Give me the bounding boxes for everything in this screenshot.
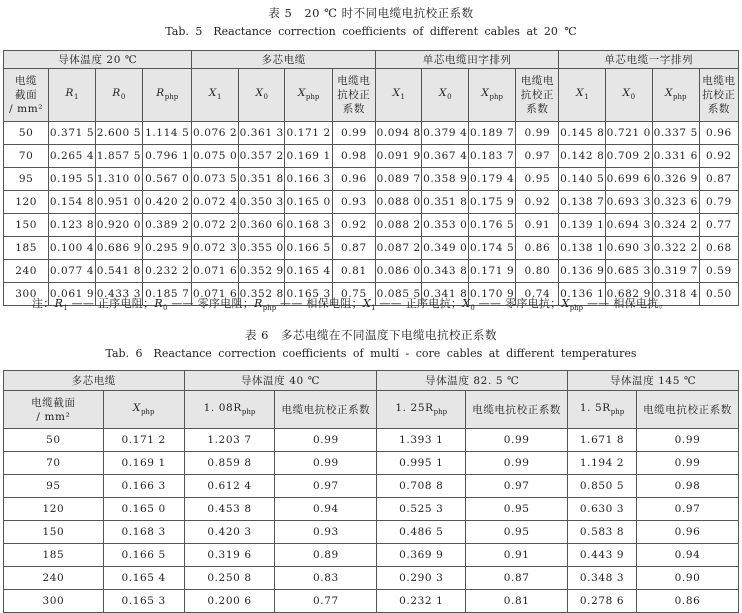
table-cell: 0.352 8: [238, 283, 285, 306]
table-cell: 0.850 5: [568, 475, 637, 498]
table6-group-header: 多芯电缆: [4, 371, 185, 391]
table-row: [4, 544, 739, 567]
table-cell: 0.98: [637, 475, 739, 498]
table-cell: 0.351 8: [238, 168, 285, 191]
col-header-section: 电缆截面 / mm²: [4, 391, 104, 429]
table-cell: 0.278 6: [568, 590, 637, 613]
table-cell: 0.165 0: [103, 498, 184, 521]
note-symbol: R: [54, 297, 64, 310]
table-cell: 0.389 2: [143, 214, 192, 237]
col-header-xphp: $X_{php}$: [469, 69, 516, 122]
table-cell: 0.87: [332, 237, 375, 260]
table-cell: 0.087 2: [375, 237, 422, 260]
table-cell: 0.87: [699, 168, 738, 191]
table-cell: 0.995 1: [377, 452, 466, 475]
note-subscript: 1: [371, 304, 376, 312]
table-cell: 0.250 8: [184, 567, 275, 590]
table-cell: 0.721 0: [606, 122, 653, 145]
table-cell: 0.295 9: [143, 237, 192, 260]
table-cell: 0.088 2: [375, 214, 422, 237]
table-cell: 0.072 2: [192, 214, 239, 237]
note-subscript: 0: [162, 304, 168, 312]
table5-body: [4, 122, 739, 306]
table-cell: 0.358 9: [422, 168, 469, 191]
table-cell: 0.351 8: [422, 191, 469, 214]
col-header-coef: 电缆电 抗校正 系数: [516, 69, 559, 122]
table-cell: 0.123 8: [49, 214, 96, 237]
table5-group-header: 单芯电缆一字排列: [559, 51, 739, 69]
table-cell: 0.073 5: [192, 168, 239, 191]
table-cell: 0.99: [466, 429, 568, 452]
table-cell: 0.076 2: [192, 122, 239, 145]
table-cell: 50: [4, 122, 49, 145]
note-symbol: X: [561, 297, 570, 310]
table-cell: 0.326 9: [652, 168, 699, 191]
table-cell: 0.371 5: [49, 122, 96, 145]
table-cell: 0.94: [637, 544, 739, 567]
table-cell: 0.175 9: [469, 191, 516, 214]
col-header-x0: $X_0$: [422, 69, 469, 122]
table-cell: 0.183 7: [469, 145, 516, 168]
table-cell: 0.420 3: [184, 521, 275, 544]
table-cell: 0.94: [275, 498, 377, 521]
table-cell: 0.168 3: [285, 214, 332, 237]
table-row: [4, 452, 739, 475]
table-cell: 0.367 4: [422, 145, 469, 168]
table-cell: 0.324 2: [652, 214, 699, 237]
table-cell: 0.071 6: [192, 283, 239, 306]
table-cell: 0.171 2: [285, 122, 332, 145]
table-cell: 0.077 4: [49, 260, 96, 283]
table-cell: 0.81: [332, 260, 375, 283]
col-header-coef: 电缆电抗校正系数: [466, 391, 568, 429]
table-cell: 0.085 5: [375, 283, 422, 306]
table5-group-header: 导体温度 20 ℃: [4, 51, 192, 69]
table-cell: 0.265 4: [49, 145, 96, 168]
table-cell: 0.145 8: [559, 122, 606, 145]
table-cell: 150: [4, 214, 49, 237]
table6-group-header: 导体温度 145 ℃: [568, 371, 739, 391]
table-cell: 0.99: [275, 429, 377, 452]
table5-note: [32, 296, 670, 316]
table-cell: 0.072 3: [192, 237, 239, 260]
col-header-coef: 电缆电 抗校正 系数: [332, 69, 375, 122]
table-cell: 0.685 3: [606, 260, 653, 283]
col-header-x1: $X_1$: [375, 69, 422, 122]
table-row: [4, 429, 739, 452]
table-cell: 0.166 3: [285, 168, 332, 191]
table-cell: 0.567 0: [143, 168, 192, 191]
table-cell: 0.97: [637, 498, 739, 521]
table-cell: 0.232 2: [143, 260, 192, 283]
table6: [3, 370, 739, 613]
table-cell: 1.114 5: [143, 122, 192, 145]
col-header-coef: 电缆电抗校正系数: [275, 391, 377, 429]
table-cell: 300: [4, 283, 49, 306]
note-text: —— 相保电抗。: [583, 297, 670, 310]
table-cell: 0.086 0: [375, 260, 422, 283]
table-cell: 0.348 3: [568, 567, 637, 590]
table-cell: 0.138 1: [559, 237, 606, 260]
table-cell: 0.171 2: [103, 429, 184, 452]
table-cell: 0.379 4: [422, 122, 469, 145]
table-cell: 0.136 9: [559, 260, 606, 283]
table-cell: 0.166 5: [285, 237, 332, 260]
table-cell: 0.77: [699, 214, 738, 237]
col-header-x1: $X_1$: [559, 69, 606, 122]
table-cell: 0.142 8: [559, 145, 606, 168]
table-cell: 0.094 8: [375, 122, 422, 145]
table-cell: 0.693 3: [606, 191, 653, 214]
table-cell: 240: [4, 260, 49, 283]
table-cell: 0.682 9: [606, 283, 653, 306]
note-symbol: R: [254, 297, 263, 310]
table-cell: 0.179 4: [469, 168, 516, 191]
table6-group-header: 导体温度 40 ℃: [184, 371, 377, 391]
table-cell: 0.169 1: [285, 145, 332, 168]
table-cell: 0.453 8: [184, 498, 275, 521]
table-cell: 0.343 8: [422, 260, 469, 283]
table-cell: 0.95: [516, 168, 559, 191]
table-cell: 0.80: [516, 260, 559, 283]
note-symbol: X: [362, 297, 372, 310]
table-cell: 0.331 6: [652, 145, 699, 168]
table-cell: 0.96: [699, 122, 738, 145]
table-cell: 0.92: [332, 214, 375, 237]
col-header-r40: 1. $08R_{php}$: [184, 391, 275, 429]
col-header-x0: $X_0$: [606, 69, 653, 122]
table-cell: 1.671 8: [568, 429, 637, 452]
table-cell: 95: [4, 475, 104, 498]
table-cell: 0.99: [516, 122, 559, 145]
table-cell: 0.319 6: [184, 544, 275, 567]
table-cell: 0.075 0: [192, 145, 239, 168]
table-row: [4, 498, 739, 521]
col-header-x1: $X_1$: [192, 69, 239, 122]
table-cell: 0.59: [699, 260, 738, 283]
table6-caption-en: Tab. 6 Reactance correction coefficients of multi - core cables at different temperatures: [105, 347, 637, 360]
table-cell: 0.136 1: [559, 283, 606, 306]
table-row: [4, 590, 739, 613]
table-cell: 0.232 1: [377, 590, 466, 613]
table-cell: 0.99: [275, 452, 377, 475]
note-symbol: R: [154, 297, 163, 310]
table-cell: 0.290 3: [377, 567, 466, 590]
table6-group-header-row: [4, 371, 739, 391]
table-cell: 0.433 3: [95, 283, 142, 306]
table-cell: 0.99: [332, 122, 375, 145]
table-cell: 0.920 0: [95, 214, 142, 237]
table-cell: 0.100 4: [49, 237, 96, 260]
note-subscript: 1: [63, 304, 68, 312]
table-cell: 0.061 9: [49, 283, 96, 306]
table-cell: 0.170 9: [469, 283, 516, 306]
col-header-xphp: $X_{php}$: [652, 69, 699, 122]
table-cell: 0.83: [275, 567, 377, 590]
table-cell: 0.87: [466, 567, 568, 590]
table-cell: 0.088 0: [375, 191, 422, 214]
table-cell: 0.355 0: [238, 237, 285, 260]
table-cell: 0.171 9: [469, 260, 516, 283]
table-cell: 0.138 7: [559, 191, 606, 214]
table-cell: 0.318 4: [652, 283, 699, 306]
table5: [3, 50, 739, 306]
note-subscript: 0: [470, 304, 475, 312]
table-cell: 0.690 3: [606, 237, 653, 260]
table-cell: 0.68: [699, 237, 738, 260]
table-cell: 0.140 5: [559, 168, 606, 191]
col-header-r0: $R_0$: [95, 69, 142, 122]
table-cell: 0.91: [516, 214, 559, 237]
table-cell: 0.072 4: [192, 191, 239, 214]
note-text: —— 相保电阻；: [276, 297, 363, 310]
table-cell: 0.352 9: [238, 260, 285, 283]
table-cell: 0.420 2: [143, 191, 192, 214]
table6-body: [4, 429, 739, 613]
table-cell: 0.612 4: [184, 475, 275, 498]
col-header-xphp: $X_{php}$: [285, 69, 332, 122]
col-header-r145: 1. $5R_{php}$: [568, 391, 637, 429]
table-cell: 0.92: [699, 145, 738, 168]
table5-group-header-row: [4, 51, 739, 69]
note-subscript: php: [569, 304, 584, 312]
table-cell: 0.486 5: [377, 521, 466, 544]
table-cell: 0.95: [466, 498, 568, 521]
table-cell: 0.96: [332, 168, 375, 191]
table-cell: 2.600 5: [95, 122, 142, 145]
table6-group-header: 导体温度 82. 5 ℃: [377, 371, 568, 391]
table-cell: 0.97: [466, 475, 568, 498]
table-cell: 0.165 4: [285, 260, 332, 283]
table5-column-header-row: [4, 69, 739, 122]
table-cell: 1.203 7: [184, 429, 275, 452]
table-cell: 0.176 5: [469, 214, 516, 237]
col-header-coef: 电缆电 抗校正 系数: [699, 69, 738, 122]
table-cell: 0.694 3: [606, 214, 653, 237]
table-cell: 0.322 2: [652, 237, 699, 260]
table6-column-header-row: [4, 391, 739, 429]
table5-group-header: 单芯电缆田字排列: [375, 51, 559, 69]
table-cell: 185: [4, 544, 104, 567]
table-cell: 0.091 9: [375, 145, 422, 168]
table-cell: 0.323 6: [652, 191, 699, 214]
table-cell: 0.165 3: [285, 283, 332, 306]
table-cell: 0.630 3: [568, 498, 637, 521]
table-cell: 0.361 3: [238, 122, 285, 145]
table-cell: 0.353 0: [422, 214, 469, 237]
table-cell: 0.708 8: [377, 475, 466, 498]
table-cell: 240: [4, 567, 104, 590]
table-row: [4, 122, 739, 145]
table-cell: 0.189 7: [469, 122, 516, 145]
table-cell: 0.79: [699, 191, 738, 214]
table-cell: 70: [4, 452, 104, 475]
table-cell: 120: [4, 498, 104, 521]
table-cell: 50: [4, 429, 104, 452]
table-cell: 0.168 3: [103, 521, 184, 544]
table-cell: 0.95: [466, 521, 568, 544]
table-cell: 0.50: [699, 283, 738, 306]
col-header-section: 电缆 截面 / mm²: [4, 69, 49, 122]
table-cell: 0.165 4: [103, 567, 184, 590]
table-cell: 0.86: [637, 590, 739, 613]
table-cell: 0.369 9: [377, 544, 466, 567]
col-header-xphp: $X_{php}$: [103, 391, 184, 429]
table-cell: 150: [4, 521, 104, 544]
table-cell: 0.81: [466, 590, 568, 613]
table-cell: 0.91: [466, 544, 568, 567]
table-row: [4, 214, 739, 237]
table-cell: 0.337 5: [652, 122, 699, 145]
table-cell: 0.357 2: [238, 145, 285, 168]
note-text: —— 正序电抗；: [375, 297, 463, 310]
table-cell: 0.709 2: [606, 145, 653, 168]
table6-caption-cn: 表 6 多芯电缆在不同温度下电缆电抗校正系数: [245, 328, 497, 342]
table-cell: 0.86: [516, 237, 559, 260]
table-cell: 1.857 5: [95, 145, 142, 168]
table-cell: 0.319 7: [652, 260, 699, 283]
note-symbol: X: [462, 297, 471, 310]
note-prefix: 注：: [32, 297, 55, 310]
col-header-r82: 1. $25R_{php}$: [377, 391, 466, 429]
table-row: [4, 260, 739, 283]
table-cell: 0.525 3: [377, 498, 466, 521]
table-cell: 0.185 7: [143, 283, 192, 306]
table-cell: 0.165 3: [103, 590, 184, 613]
table-cell: 185: [4, 237, 49, 260]
table-cell: 0.75: [332, 283, 375, 306]
table-cell: 0.341 8: [422, 283, 469, 306]
table-row: [4, 191, 739, 214]
table-cell: 0.174 5: [469, 237, 516, 260]
table-cell: 0.99: [637, 429, 739, 452]
table-cell: 95: [4, 168, 49, 191]
col-header-r1: $R_1$: [49, 69, 96, 122]
table-cell: 0.154 8: [49, 191, 96, 214]
table-cell: 0.349 0: [422, 237, 469, 260]
col-header-x0: $X_0$: [238, 69, 285, 122]
table-cell: 0.350 3: [238, 191, 285, 214]
note-text: —— 零序电阻；: [167, 297, 255, 310]
table-cell: 0.796 1: [143, 145, 192, 168]
table-cell: 0.98: [332, 145, 375, 168]
table-cell: 1.194 2: [568, 452, 637, 475]
table-cell: 0.071 6: [192, 260, 239, 283]
table-cell: 0.699 6: [606, 168, 653, 191]
table-cell: 0.93: [332, 191, 375, 214]
table-cell: 0.99: [466, 452, 568, 475]
table-cell: 0.99: [637, 452, 739, 475]
table-cell: 0.93: [275, 521, 377, 544]
table-cell: 0.089 7: [375, 168, 422, 191]
table-cell: 0.195 5: [49, 168, 96, 191]
table5-caption-en: Tab. 5 Reactance correction coefficients of different cables at 20 ℃: [165, 25, 577, 38]
table-row: [4, 145, 739, 168]
table-cell: 0.166 3: [103, 475, 184, 498]
table-row: [4, 475, 739, 498]
table-cell: 0.360 6: [238, 214, 285, 237]
table-cell: 1.310 0: [95, 168, 142, 191]
table-cell: 0.200 6: [184, 590, 275, 613]
table-cell: 300: [4, 590, 104, 613]
table-cell: 0.74: [516, 283, 559, 306]
table-row: [4, 237, 739, 260]
table-cell: 0.97: [275, 475, 377, 498]
table-cell: 0.165 0: [285, 191, 332, 214]
table-cell: 0.951 0: [95, 191, 142, 214]
table-cell: 0.139 1: [559, 214, 606, 237]
col-header-rphp: $R_{php}$: [143, 69, 192, 122]
table-cell: 0.583 8: [568, 521, 637, 544]
table-cell: 0.541 8: [95, 260, 142, 283]
table-cell: 0.90: [637, 567, 739, 590]
table-row: [4, 521, 739, 544]
note-text: —— 正序电阻；: [67, 297, 155, 310]
table-row: [4, 168, 739, 191]
note-subscript: php: [262, 304, 277, 312]
table-cell: 0.77: [275, 590, 377, 613]
table-cell: 1.393 1: [377, 429, 466, 452]
table-cell: 0.169 1: [103, 452, 184, 475]
table-cell: 0.92: [516, 191, 559, 214]
table5-caption-cn: 表 5 20 ℃ 时不同电缆电抗校正系数: [268, 6, 474, 20]
table-cell: 0.89: [275, 544, 377, 567]
table-cell: 70: [4, 145, 49, 168]
table-row: [4, 567, 739, 590]
table-cell: 0.859 8: [184, 452, 275, 475]
table-cell: 120: [4, 191, 49, 214]
note-text: —— 零序电抗；: [474, 297, 562, 310]
table-cell: 0.686 9: [95, 237, 142, 260]
table-cell: 0.166 5: [103, 544, 184, 567]
table-cell: 0.96: [637, 521, 739, 544]
col-header-coef: 电缆电抗校正系数: [637, 391, 739, 429]
table-cell: 0.97: [516, 145, 559, 168]
table-cell: 0.443 9: [568, 544, 637, 567]
table5-group-header: 多芯电缆: [192, 51, 376, 69]
